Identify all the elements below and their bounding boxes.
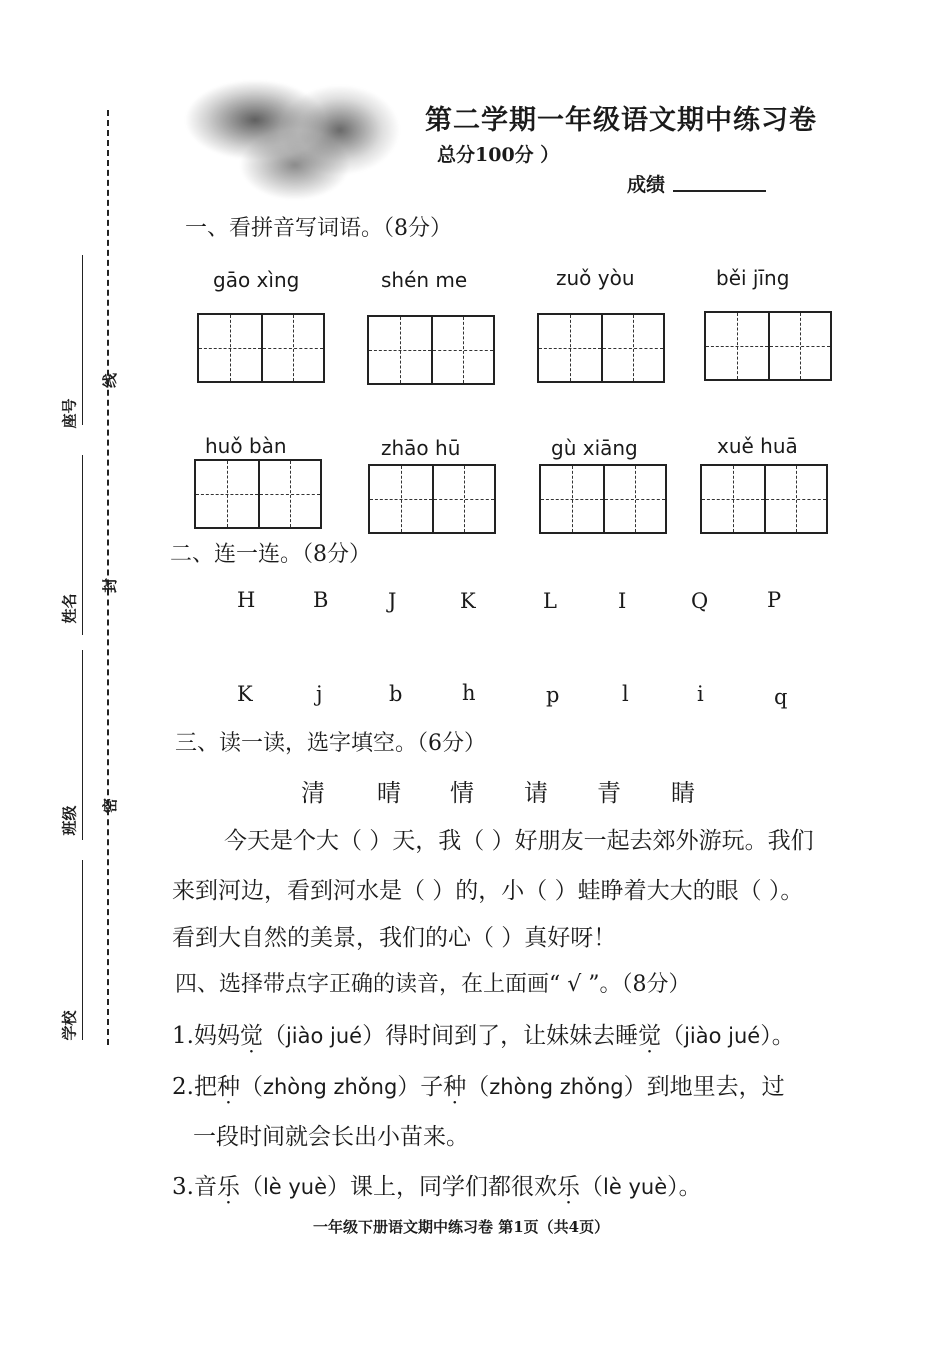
pinyin-label: zuǒ yòu (556, 266, 635, 290)
class-blank[interactable] (82, 650, 83, 840)
score-label: 成绩 (627, 174, 666, 196)
writing-grid[interactable] (700, 464, 828, 534)
uppercase-letter[interactable]: L (543, 589, 557, 613)
choice-char: 睛 (671, 779, 695, 807)
pinyin-label: běi jīng (716, 266, 790, 290)
fill-in-paragraph-line[interactable]: 来到河边，看到河水是（ ）的，小（ ）蛙睁着大大的眼（ ）。 (172, 878, 804, 904)
class-label: 班级 (60, 805, 79, 836)
name-blank[interactable] (82, 455, 83, 635)
pinyin-label: gāo xìng (213, 268, 300, 292)
scribbled-out-school-name (175, 70, 425, 200)
pinyin-options[interactable]: jiào jué (285, 1024, 363, 1048)
uppercase-letter[interactable]: J (388, 589, 397, 613)
section-3-heading: 三、读一读，选字填空。（6分） (175, 731, 486, 756)
fill-in-paragraph-line[interactable]: 今天是个大（ ）天，我（ ）好朋友一起去郊外游玩。我们 (224, 828, 814, 854)
section-2-heading: 二、连一连。（8分） (170, 542, 371, 567)
uppercase-letter[interactable]: B (313, 588, 329, 612)
choice-char: 青 (597, 779, 621, 807)
lowercase-letter[interactable]: j (316, 682, 323, 706)
writing-grid[interactable] (704, 311, 832, 381)
school-label: 学校 (60, 1010, 79, 1041)
writing-grid[interactable] (368, 464, 496, 534)
seat-blank[interactable] (82, 255, 83, 425)
uppercase-letter[interactable]: K (460, 589, 476, 613)
writing-grid[interactable] (367, 315, 495, 385)
choice-char: 请 (524, 779, 548, 807)
writing-grid[interactable] (539, 464, 667, 534)
pinyin-options[interactable]: zhòng zhǒng (489, 1075, 624, 1099)
fill-in-paragraph-line[interactable]: 看到大自然的美景，我们的心（ ）真好呀！ (172, 925, 617, 951)
lowercase-letter[interactable]: p (546, 683, 560, 707)
school-blank[interactable] (82, 860, 83, 1040)
pinyin-label: xuě huā (717, 434, 798, 458)
pinyin-label: zhāo hū (381, 436, 461, 460)
section-4-heading: 四、选择带点字正确的读音，在上面画“ √ ”。（8分） (175, 972, 691, 997)
score-blank[interactable] (673, 190, 766, 192)
question-3: 3.音乐（lè yuè）课上，同学们都很欢乐（lè yuè）。 (172, 1174, 702, 1200)
name-label: 姓名 (60, 593, 79, 624)
choice-char: 情 (450, 779, 474, 807)
pinyin-label: huǒ bàn (205, 434, 287, 458)
lowercase-letter[interactable]: K (237, 682, 253, 706)
lowercase-letter[interactable]: b (389, 682, 403, 706)
lowercase-letter[interactable]: q (774, 685, 788, 709)
writing-grid[interactable] (197, 313, 325, 383)
choice-char: 清 (301, 779, 325, 807)
pinyin-options[interactable]: lè yuè (603, 1175, 668, 1199)
uppercase-letter[interactable]: Q (691, 589, 709, 613)
question-2: 2.把种（zhòng zhǒng）子种（zhòng zhǒng）到地里去，过 (172, 1074, 785, 1100)
uppercase-letter[interactable]: I (618, 589, 627, 613)
writing-grid[interactable] (537, 313, 665, 383)
lowercase-letter[interactable]: h (462, 681, 476, 705)
page-footer: 一年级下册语文期中练习卷 第1页（共4页） (313, 1218, 610, 1236)
lowercase-letter[interactable]: l (622, 682, 629, 706)
pinyin-options[interactable]: lè yuè (262, 1175, 328, 1199)
uppercase-letter[interactable]: P (767, 588, 782, 612)
pinyin-options[interactable]: zhòng zhǒng (262, 1075, 398, 1099)
binding-mark-fold: 封 (101, 577, 120, 594)
pinyin-label: gù xiāng (551, 436, 638, 460)
question-1: 1.妈妈觉（jiào jué）得时间到了，让妹妹去睡觉（jiào jué）。 (172, 1023, 795, 1049)
choice-char: 晴 (377, 779, 401, 807)
binding-mark-line: 线 (101, 372, 120, 389)
seat-label: 座号 (60, 398, 79, 429)
pinyin-options[interactable]: jiào jué (684, 1024, 761, 1048)
section-1-heading: 一、看拼音写词语。（8分） (185, 216, 452, 241)
question-2-continued: 一段时间就会长出小苗来。 (193, 1124, 469, 1150)
uppercase-letter[interactable]: H (237, 588, 256, 612)
binding-mark-seal: 密 (101, 797, 120, 814)
page-title: 第二学期一年级语文期中练习卷 (425, 105, 817, 136)
pinyin-label: shén me (381, 268, 468, 292)
writing-grid[interactable] (194, 459, 322, 529)
total-score-note: 总分100分 ） (437, 144, 560, 166)
lowercase-letter[interactable]: i (697, 682, 704, 706)
